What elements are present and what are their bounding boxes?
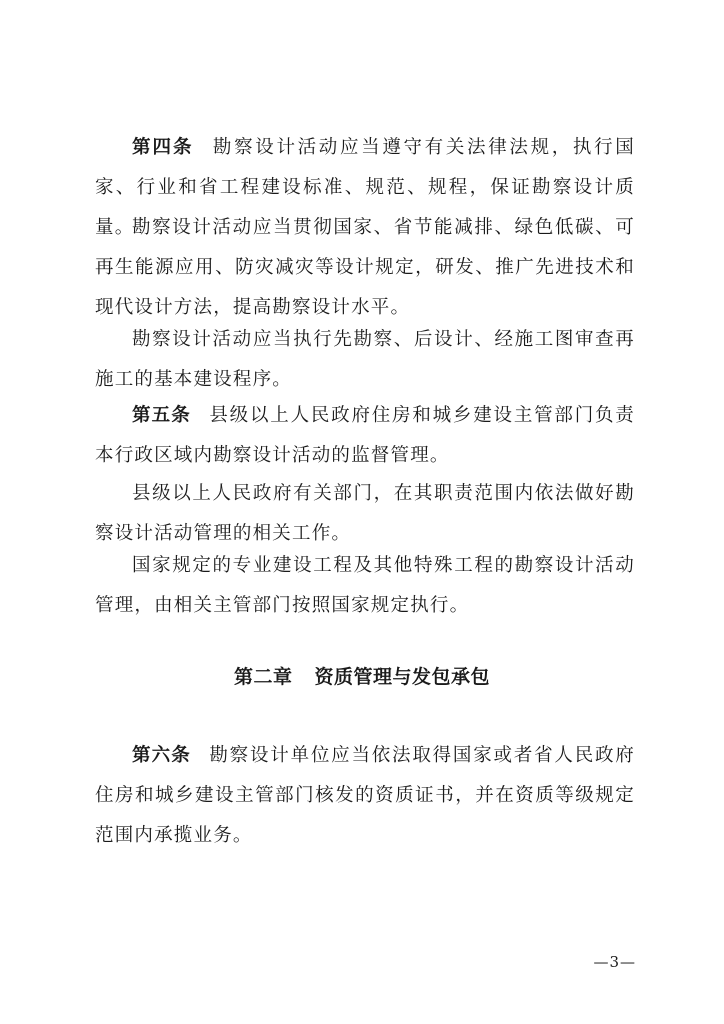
article-5-label: 第五条 (132, 405, 191, 426)
article-6-paragraph-1 (95, 736, 635, 856)
article-4-paragraph-2 (95, 208, 635, 328)
article-4-paragraph-3 (95, 320, 635, 400)
article-4-text-2: 勘察设计活动应当贯彻国家、省节能减排、绿色低碳、可再生能源应用、防灾减灾等设计规定，研发、推广先进技术和现代设计方法，提高勘察设计水平。 (95, 217, 635, 318)
chapter-heading (0, 663, 724, 691)
article-4-text-3: 勘察设计活动应当执行先勘察、后设计、经施工图审查再施工的基本建设程序。 (95, 329, 635, 390)
article-5-paragraph-1 (95, 396, 635, 476)
article-5-text-1: 县级以上人民政府住房和城乡建设主管部门负责本行政区域内勘察设计活动的监督管理。 (95, 405, 635, 466)
article-5-text-3: 国家规定的专业建设工程及其他特殊工程的勘察设计活动管理，由相关主管部门按照国家规定执行。 (95, 555, 635, 616)
article-5-paragraph-2 (95, 474, 635, 554)
article-6-text-1: 勘察设计单位应当依法取得国家或者省人民政府住房和城乡建设主管部门核发的资质证书，并在资质等级规定范围内承揽业务。 (95, 745, 635, 846)
article-4-label: 第四条 (132, 137, 194, 158)
article-5-paragraph-3 (95, 546, 635, 626)
article-6-label: 第六条 (132, 745, 191, 766)
chapter-number: 第二章 (233, 666, 293, 688)
chapter-title: 资质管理与发包承包 (314, 666, 491, 688)
article-4-text-1: 勘察设计活动应当遵守有关法律法规，执行国家、行业和省工程建设标准、规范、规程，保证勘察设计质量。 (95, 137, 635, 238)
page-number: —3— (593, 953, 636, 971)
article-5-text-2: 县级以上人民政府有关部门，在其职责范围内依法做好勘察设计活动管理的相关工作。 (95, 483, 635, 544)
